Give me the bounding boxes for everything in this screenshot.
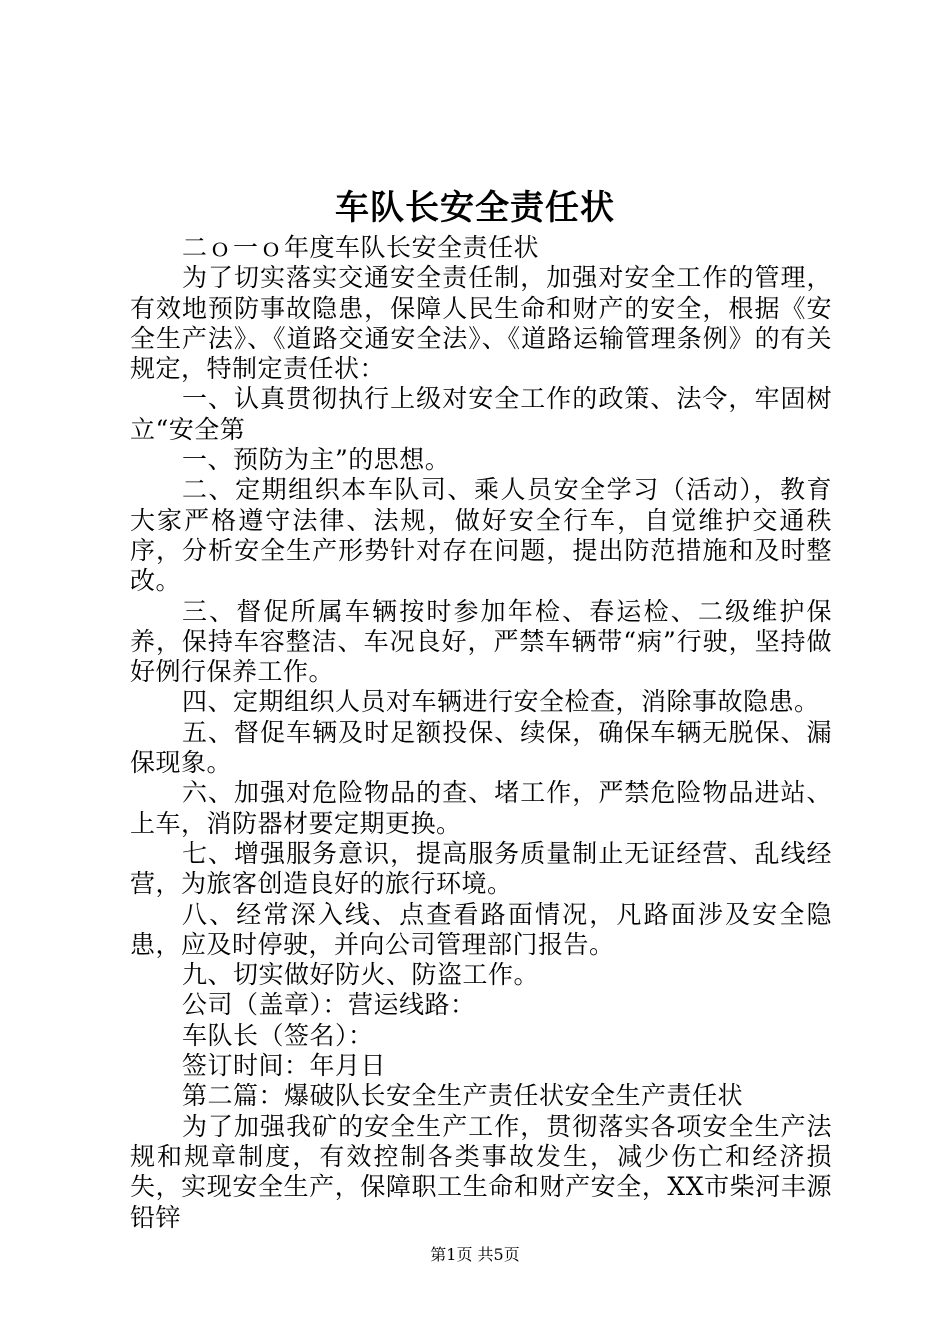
paragraph-item-2: 二、定期组织本车队司、乘人员安全学习（活动），教育大家严格遵守法律、法规，做好安全行车，自觉维护交通秩序，分析安全生产形势针对存在问题，提出防范措施和及时整改。	[130, 475, 832, 596]
document-title: 车队长安全责任状	[335, 188, 615, 228]
paragraph-item-7: 七、增强服务意识，提高服务质量制止无证经营、乱线经营，为旅客创造良好的旅行环境。	[130, 838, 832, 899]
paragraph-part-2-intro: 为了加强我矿的安全生产工作，贯彻落实各项安全生产法规和规章制度，有效控制各类事故发生，减少伤亡和经济损失，实现安全生产，保障职工生命和财产安全，XX市柴河丰源铅锌	[130, 1111, 832, 1232]
section-heading-part-2: 第二篇：爆破队长安全生产责任状安全生产责任状	[182, 1081, 744, 1111]
signature-company-line: 公司（盖章）：营运线路：	[182, 990, 476, 1020]
paragraph-item-5: 五、督促车辆及时足额投保、续保，确保车辆无脱保、漏保现象。	[130, 717, 832, 778]
paragraph-item-6: 六、加强对危险物品的查、堵工作，严禁危险物品进站、上车，消防器材要定期更换。	[130, 778, 832, 838]
document-body	[130, 233, 832, 1233]
paragraph-item-1-continued: 一、预防为主”的思想。	[182, 445, 451, 475]
paragraph-intro: 为了切实落实交通安全责任制，加强对安全工作的管理，有效地预防事故隐患，保障人民生命和财产的安全，根据《安全生产法》、《道路交通安全法》、《道路运输管理条例》的有关规定，特制定责任状：	[130, 263, 832, 384]
paragraph-item-4: 四、定期组织人员对车辆进行安全检查，消除事故隐患。	[182, 687, 820, 717]
signature-date-line: 签订时间：年月日	[182, 1051, 387, 1081]
paragraph-item-1: 一、认真贯彻执行上级对安全工作的政策、法令，牢固树立“安全第	[130, 384, 832, 444]
paragraph-item-3: 三、督促所属车辆按时参加年检、春运检、二级维护保养，保持车容整洁、车况良好，严禁车辆带“病”行驶，坚持做好例行保养工作。	[130, 596, 832, 687]
page-number-footer: 第1页 共5页	[430, 1245, 520, 1264]
signature-captain-line: 车队长（签名）：	[182, 1020, 374, 1050]
paragraph-item-8: 八、经常深入线、点查看路面情况，凡路面涉及安全隐患，应及时停驶，并向公司管理部门报告。	[130, 899, 832, 959]
paragraph-item-9: 九、切实做好防火、防盗工作。	[182, 960, 540, 990]
paragraph-subtitle: 二ｏ一ｏ年度车队长安全责任状	[182, 233, 540, 262]
